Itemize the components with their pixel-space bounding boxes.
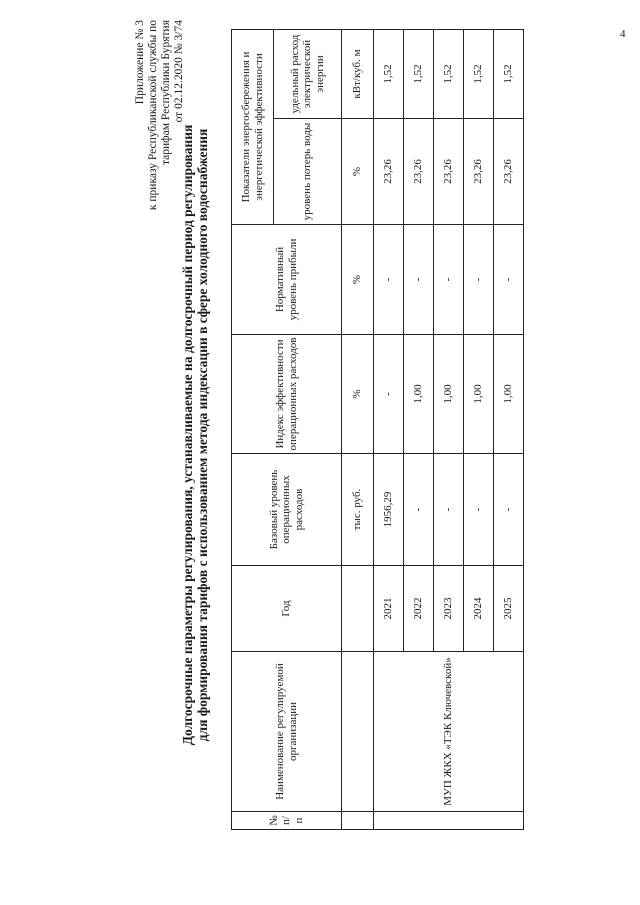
header-energy-efficiency: Показатели энергосбережения и энергетической эффективности: [232, 29, 274, 224]
header-efficiency-index: Индекс эффективности операционных расходов: [232, 335, 342, 454]
header-number: № п/п: [232, 812, 342, 830]
cell-profit-level: -: [464, 225, 494, 335]
appendix-line: тарифам Республики Бурятия: [160, 20, 172, 166]
cell-base-opex: -: [404, 454, 434, 566]
cell-power-consumption: 1,52: [374, 29, 404, 118]
title-line: Долгосрочные параметры регулирования, устанавливаемые на долгосрочный период регулирования: [180, 124, 195, 746]
units-empty-cell: [342, 652, 374, 812]
appendix-line: к приказу Республиканской службы по: [147, 20, 159, 211]
cell-profit-level: -: [374, 225, 404, 335]
document-title: [180, 40, 210, 830]
header-power-consumption: удельный расход электрической энергии: [274, 29, 342, 118]
cell-base-opex: -: [464, 454, 494, 566]
header-organization: Наименование регулируемой организации: [232, 652, 342, 812]
units-empty-cell: [342, 812, 374, 830]
cell-power-consumption: 1,52: [404, 29, 434, 118]
cell-profit-level: -: [494, 225, 524, 335]
parameters-table: [231, 29, 524, 830]
header-year: Год: [232, 566, 342, 652]
rotated-page-content: [134, 10, 604, 860]
cell-water-loss: 23,26: [404, 119, 434, 225]
cell-efficiency-index: -: [374, 335, 404, 454]
cell-year: 2022: [404, 566, 434, 652]
header-water-loss: уровень потерь воды: [274, 119, 342, 225]
cell-water-loss: 23,26: [434, 119, 464, 225]
cell-power-consumption: 1,52: [464, 29, 494, 118]
cell-year: 2024: [464, 566, 494, 652]
appendix-line: Приложение № 3: [134, 20, 146, 105]
cell-profit-level: -: [404, 225, 434, 335]
cell-water-loss: 23,26: [464, 119, 494, 225]
page-number: 4: [620, 28, 626, 40]
cell-year: 2021: [374, 566, 404, 652]
cell-base-opex: 1956,29: [374, 454, 404, 566]
header-base-opex: Базовый уровень операционных расходов: [232, 454, 342, 566]
cell-power-consumption: 1,52: [494, 29, 524, 118]
unit-base-opex: тыс. руб.: [342, 454, 374, 566]
cell-year: 2023: [434, 566, 464, 652]
title-line: для формирования тарифов с использованием метода индексации в сфере холодного водоснабжения: [195, 128, 210, 742]
unit-water-loss: %: [342, 119, 374, 225]
cell-year: 2025: [494, 566, 524, 652]
appendix-note: [134, 20, 186, 380]
unit-efficiency-index: %: [342, 335, 374, 454]
organization-name: МУП ЖКХ «ТЭК Ключевской»: [374, 652, 524, 812]
cell-water-loss: 23,26: [494, 119, 524, 225]
header-profit-level: Нормативный уровень прибыли: [232, 225, 342, 335]
cell-water-loss: 23,26: [374, 119, 404, 225]
unit-profit-level: %: [342, 225, 374, 335]
row-number-cell: [374, 812, 524, 830]
cell-power-consumption: 1,52: [434, 29, 464, 118]
appendix-line: от 02.12.2020 № 3/74: [173, 20, 185, 123]
unit-power-consumption: кВт/куб. м: [342, 29, 374, 118]
cell-efficiency-index: 1,00: [434, 335, 464, 454]
cell-base-opex: -: [434, 454, 464, 566]
cell-efficiency-index: 1,00: [464, 335, 494, 454]
cell-base-opex: -: [494, 454, 524, 566]
cell-profit-level: -: [434, 225, 464, 335]
cell-efficiency-index: 1,00: [404, 335, 434, 454]
cell-efficiency-index: 1,00: [494, 335, 524, 454]
units-empty-cell: [342, 566, 374, 652]
